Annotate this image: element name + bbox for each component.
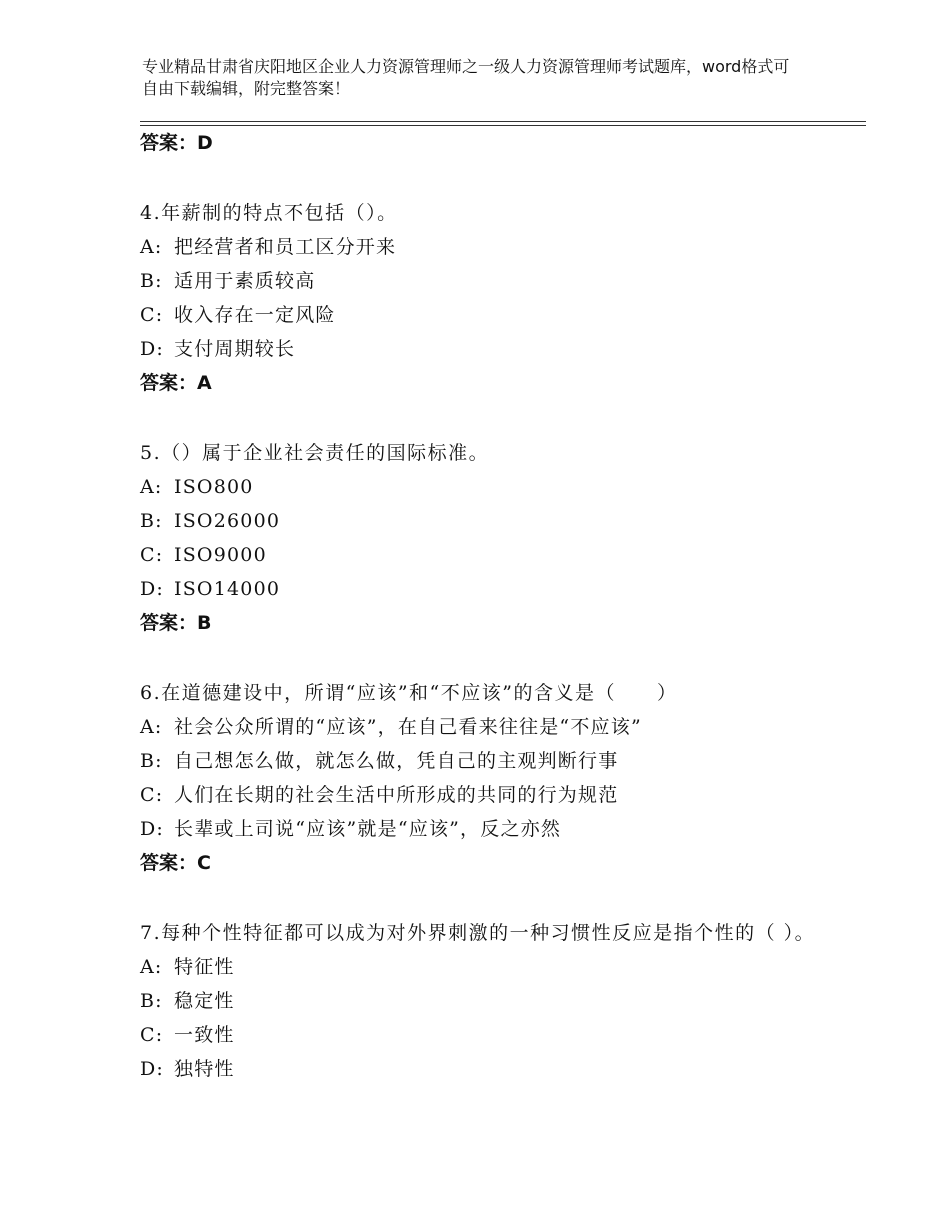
question-block: [140, 676, 840, 880]
option-letter: A:: [140, 716, 163, 738]
question-list: [140, 126, 840, 1086]
answer-line: 答案：D: [140, 132, 213, 154]
option-letter: D:: [140, 578, 165, 600]
option-text: 支付周期较长: [174, 338, 296, 360]
option-text: 社会公众所谓的“应该”，在自己看来往往是“不应该”: [174, 716, 642, 738]
option-c: [140, 298, 840, 332]
option-letter: D:: [140, 1058, 165, 1080]
option-d: [140, 812, 840, 846]
option-text: 适用于素质较高: [174, 270, 316, 292]
option-text: 把经营者和员工区分开来: [174, 236, 397, 258]
option-text: 特征性: [174, 956, 235, 978]
option-c: [140, 1018, 840, 1052]
option-text: 人们在长期的社会生活中所形成的共同的行为规范: [174, 784, 619, 806]
option-c: [140, 778, 840, 812]
option-b: [140, 744, 840, 778]
option-letter: B:: [140, 510, 163, 532]
option-b: [140, 504, 840, 538]
option-text: ISO26000: [174, 510, 281, 532]
question-block: [140, 916, 840, 1086]
option-a: [140, 710, 840, 744]
question-stem: 6.在道德建设中，所谓“应该”和“不应该”的含义是（ ）: [140, 682, 678, 704]
option-letter: A:: [140, 956, 163, 978]
option-text: 收入存在一定风险: [174, 304, 336, 326]
option-letter: A:: [140, 476, 163, 498]
question-stem: 5.（）属于企业社会责任的国际标准。: [140, 442, 490, 464]
option-letter: D:: [140, 818, 165, 840]
option-d: [140, 1052, 840, 1086]
option-c: [140, 538, 840, 572]
answer-line: 答案：B: [140, 612, 212, 634]
header-divider-top: [140, 121, 866, 122]
option-text: ISO9000: [174, 544, 267, 566]
option-letter: C:: [140, 784, 164, 806]
option-a: [140, 950, 840, 984]
option-b: [140, 264, 840, 298]
question-block: [140, 436, 840, 640]
option-letter: B:: [140, 990, 163, 1012]
option-text: 一致性: [174, 1024, 235, 1046]
option-letter: C:: [140, 304, 164, 326]
question-stem: 4.年薪制的特点不包括（）。: [140, 202, 398, 224]
question-block: [140, 196, 840, 400]
answer-line: 答案：A: [140, 372, 212, 394]
option-a: [140, 470, 840, 504]
option-letter: C:: [140, 1024, 164, 1046]
option-d: [140, 332, 840, 366]
document-header: [142, 56, 802, 100]
option-b: [140, 984, 840, 1018]
answer-line: 答案：C: [140, 852, 211, 874]
option-letter: C:: [140, 544, 164, 566]
option-text: 稳定性: [174, 990, 235, 1012]
option-letter: A:: [140, 236, 163, 258]
option-a: [140, 230, 840, 264]
option-text: ISO14000: [174, 578, 281, 600]
question-stem: 7.每种个性特征都可以成为对外界刺激的一种习惯性反应是指个性的（ ）。: [140, 922, 816, 944]
option-text: 自己想怎么做，就怎么做，凭自己的主观判断行事: [174, 750, 619, 772]
option-letter: D:: [140, 338, 165, 360]
option-text: 独特性: [174, 1058, 235, 1080]
option-text: ISO800: [174, 476, 254, 498]
header-title: 专业精品甘肃省庆阳地区企业人力资源管理师之一级人力资源管理师考试题库，word格式可自由下载编辑，附完整答案！: [142, 57, 790, 98]
option-text: 长辈或上司说“应该”就是“应该”，反之亦然: [174, 818, 562, 840]
option-d: [140, 572, 840, 606]
option-letter: B:: [140, 750, 163, 772]
option-letter: B:: [140, 270, 163, 292]
